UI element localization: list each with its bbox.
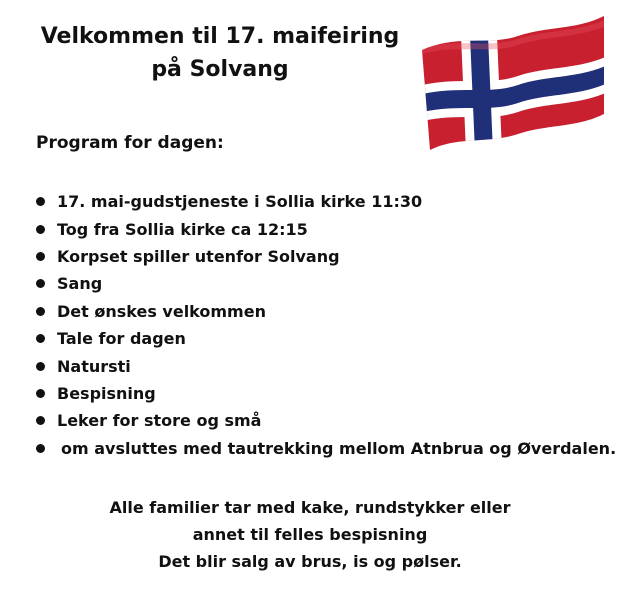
bullet-icon [36,279,45,288]
title-line-1: Velkommen til 17. maifeiring [40,24,400,49]
list-item-text: Tale for dagen [57,329,186,349]
bullet-icon [36,252,45,261]
list-item-text: 17. mai-gudstjeneste i Sollia kirke 11:30 [57,192,423,212]
list-item [36,380,616,407]
closing-line-3: Det blir salg av brus, is og pølser. [158,552,462,571]
closing-line-2: annet til felles bespisning [192,525,428,544]
list-item [36,215,616,242]
list-item [36,270,616,297]
list-item [36,325,616,352]
closing-line-1: Alle familier tar med kake, rundstykker eller [109,498,511,517]
title-line-2: på Solvang [151,57,289,82]
program-heading: Program for dagen: [36,133,224,153]
list-item-text: Det ønskes velkommen [57,301,266,321]
list-item-text: Bespisning [57,383,156,403]
list-item-text: Korpset spiller utenfor Solvang [57,246,340,266]
closing-message [0,494,620,575]
program-list [36,188,616,462]
list-item [36,407,616,434]
bullet-icon [36,334,45,343]
list-item [36,435,616,462]
list-item-text: Sang [57,274,103,294]
list-item-text: om avsluttes med tautrekking mellom Atnbrua og Øverdalen. [61,438,617,458]
bullet-icon [36,307,45,316]
list-item [36,352,616,379]
list-item-text: Leker for store og små [57,411,262,431]
bullet-icon [36,444,45,453]
bullet-icon [36,225,45,234]
norwegian-flag-icon [418,12,608,152]
list-item-text: Tog fra Sollia kirke ca 12:15 [57,219,308,239]
list-item-text: Natursti [57,356,131,376]
list-item [36,298,616,325]
bullet-icon [36,362,45,371]
page-title [0,20,440,86]
list-item [36,188,616,215]
bullet-icon [36,416,45,425]
list-item [36,243,616,270]
bullet-icon [36,389,45,398]
bullet-icon [36,197,45,206]
